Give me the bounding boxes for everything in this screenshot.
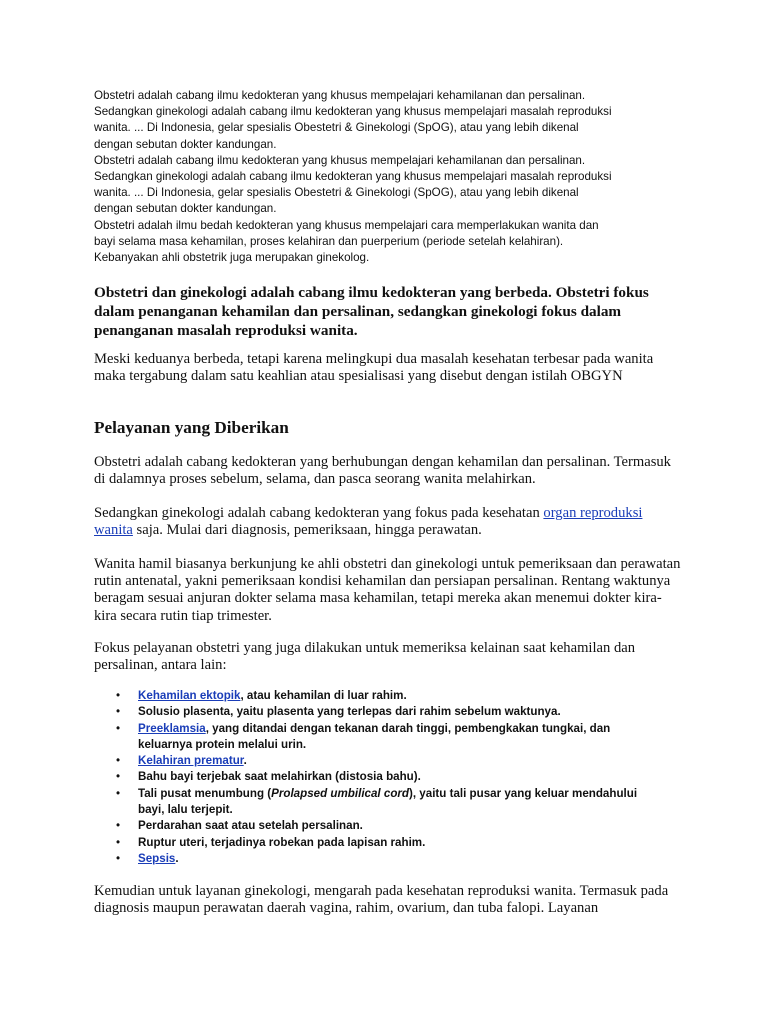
sepsis-link[interactable]: Sepsis <box>138 851 176 865</box>
list-item-text: , yang ditandai dengan tekanan darah tinggi, pembengkakan tungkai, dan keluarnya protein melalui urin. <box>138 721 611 751</box>
list-item-text: . <box>243 754 247 768</box>
list-item <box>94 721 654 754</box>
bullet-glyph: • <box>116 835 121 849</box>
list-item <box>94 851 654 867</box>
intro-line: Sedangkan ginekologi adalah cabang ilmu kedokteran yang khusus mempelajari masalah reproduksi <box>94 170 612 184</box>
lead-paragraph: Obstetri dan ginekologi adalah cabang ilmu kedokteran yang berbeda. Obstetri fokus dalam penanganan kehamilan dan persalinan, sedangkan ginekologi fokus dalam penanganan masalah reproduksi wanita. <box>94 284 649 339</box>
bullet-glyph: • <box>116 689 121 702</box>
bullet-glyph: • <box>116 851 121 865</box>
list-item-text: Perdarahan saat atau setelah persalinan. <box>138 819 363 833</box>
list-item-text: Solusio plasenta, yaitu plasenta yang terlepas dari rahim sebelum waktunya. <box>138 705 561 719</box>
list-item-text: Ruptur uteri, terjadinya robekan pada lapisan rahim. <box>138 835 426 849</box>
kehamilan-ektopik-link[interactable]: Kehamilan ektopik <box>138 689 241 702</box>
intro-line: Obstetri adalah cabang ilmu kedokteran yang khusus mempelajari kehamilanan dan persalinan. <box>94 89 586 102</box>
gynecology-paragraph <box>94 505 684 539</box>
bullet-glyph: • <box>116 705 121 719</box>
gynecology-text-before: Sedangkan ginekologi adalah cabang kedokteran yang fokus pada kesehatan <box>94 505 544 521</box>
section-heading-services: Pelayanan yang Diberikan <box>94 418 289 437</box>
intro-block <box>94 88 684 266</box>
list-item <box>94 786 654 819</box>
list-item <box>94 769 654 785</box>
intro-line: bayi selama masa kehamilan, proses kelahiran dan puerperium (periode setelah kelahiran). <box>94 234 564 248</box>
bullet-glyph: • <box>116 819 121 833</box>
pregnant-visit-paragraph: Wanita hamil biasanya berkunjung ke ahli obstetri dan ginekologi untuk pemeriksaan dan perawatan rutin antenatal, yakni pemeriksaan kondisi kehamilan dan persiapan persalinan. Rentang waktunya beragam sesuai anjuran dokter selama masa kehamilan, tetapi mereka akan menemui dokter kira-kira secara rutin tiap trimester. <box>94 556 681 624</box>
list-item <box>94 753 654 769</box>
obstetri-paragraph: Obstetri adalah cabang kedokteran yang berhubungan dengan kehamilan dan persalinan. Termasuk di dalamnya proses sebelum, selama, dan pasca seorang wanita melahirkan. <box>94 454 671 488</box>
intro-line: wanita. ... Di Indonesia, gelar spesialis Obestetri & Ginekologi (SpOG), atau yang lebih dikenal <box>94 121 579 135</box>
list-item-text: Tali pusat menumbung ( <box>138 786 272 800</box>
bullet-glyph: • <box>116 770 121 784</box>
complications-list <box>94 688 654 867</box>
intro-line: Sedangkan ginekologi adalah cabang ilmu kedokteran yang khusus mempelajari masalah reproduksi <box>94 105 612 119</box>
list-item-text-after: ), yaitu tali pusar yang keluar mendahului bayi, lalu terjepit. <box>138 786 638 817</box>
list-item <box>94 688 654 704</box>
intro-line: Obstetri adalah ilmu bedah kedokteran yang khusus mempelajari cara memperlakukan wanita dan <box>94 218 599 232</box>
focus-paragraph: Fokus pelayanan obstetri yang juga dilakukan untuk memeriksa kelainan saat kehamilan dan persalinan, antara lain: <box>94 640 636 674</box>
list-item <box>94 835 654 851</box>
kelahiran-prematur-link[interactable]: Kelahiran prematur <box>138 754 244 768</box>
intro-line: dengan sebutan dokter kandungan. <box>94 202 277 216</box>
intro-line: Obstetri adalah cabang ilmu kedokteran yang khusus mempelajari kehamilanan dan persalinan. <box>94 153 586 167</box>
bullet-glyph: • <box>116 754 121 768</box>
bullet-glyph: • <box>116 721 121 735</box>
list-item-italic-term: Prolapsed umbilical cord <box>271 786 409 800</box>
list-item-text: Bahu bayi terjebak saat melahirkan (distosia bahu). <box>138 770 421 784</box>
intro-line: dengan sebutan dokter kandungan. <box>94 137 277 151</box>
intro-line: wanita. ... Di Indonesia, gelar spesialis Obestetri & Ginekologi (SpOG), atau yang lebih dikenal <box>94 186 579 200</box>
list-item-text: . <box>175 851 179 865</box>
obgyn-paragraph: Meski keduanya berbeda, tetapi karena melingkupi dua masalah kesehatan terbesar pada wanita maka tergabung dalam satu keahlian atau spesialisasi yang disebut dengan istilah OBGYN <box>94 351 654 385</box>
organ-reproduksi-link[interactable]: organ reproduksi wanita <box>94 505 643 539</box>
list-item-text: , atau kehamilan di luar rahim. <box>240 689 407 702</box>
intro-line: Kebanyakan ahli obstetrik juga merupakan ginekolog. <box>94 251 370 265</box>
bullet-glyph: • <box>116 786 121 800</box>
list-item <box>94 818 654 834</box>
list-item <box>94 704 654 720</box>
closing-paragraph: Kemudian untuk layanan ginekologi, mengarah pada kesehatan reproduksi wanita. Termasuk pada diagnosis maupun perawatan daerah vagina, rahim, ovarium, dan tuba falopi. Layanan <box>94 883 669 917</box>
gynecology-text-after: saja. Mulai dari diagnosis, pemeriksaan, hingga perawatan. <box>132 522 482 539</box>
preeklamsia-link[interactable]: Preeklamsia <box>138 721 206 735</box>
